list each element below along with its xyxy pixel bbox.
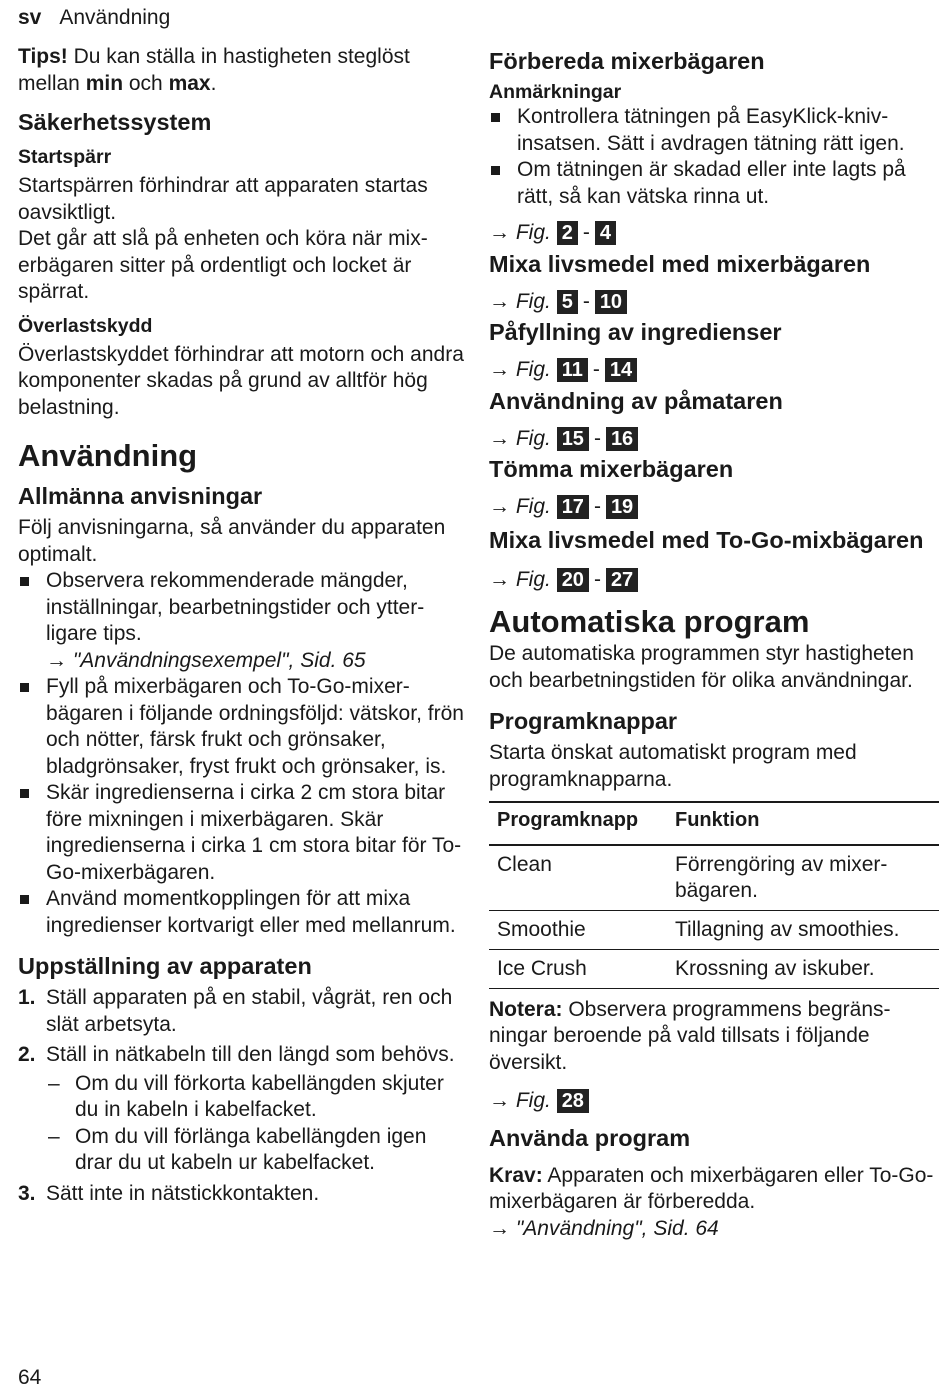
table-row xyxy=(489,910,939,949)
note-text: Observera programmens begränsningar beroende på vald tillsats i följande översikt. xyxy=(489,997,891,1074)
tips-max: max xyxy=(168,71,211,95)
table-header: Programknapp xyxy=(489,802,667,845)
table-cell: Ice Crush xyxy=(489,949,667,988)
step-item xyxy=(18,1042,468,1177)
fig-label: → Fig. xyxy=(489,1089,551,1112)
safety-heading: Säkerhetssystem xyxy=(18,109,212,135)
auto-text: De automatiska programmen styr hastigheten och bearbetningstiden för olika användningar. xyxy=(489,642,914,692)
substep-list xyxy=(46,1071,468,1177)
requirement-label: Krav: xyxy=(489,1163,543,1187)
figure-reference xyxy=(489,357,939,384)
right-column xyxy=(489,44,939,1242)
fig-badge: 14 xyxy=(605,358,637,382)
fig-badge: 4 xyxy=(595,221,616,245)
figure-reference xyxy=(489,1088,939,1115)
table-row xyxy=(489,845,939,911)
step-item xyxy=(18,1181,468,1208)
fig-label: → Fig. xyxy=(489,567,551,591)
setup-heading: Uppställning av apparaten xyxy=(18,953,312,979)
fig-label: → Fig. xyxy=(489,289,551,313)
left-column xyxy=(18,44,468,1211)
figure-reference xyxy=(489,289,939,316)
table-cell: Clean xyxy=(489,845,667,911)
page-number: 64 xyxy=(18,1366,42,1389)
program-table xyxy=(489,801,939,989)
setup-steps xyxy=(18,985,468,1207)
step-text: Ställ apparaten på en stabil, vågrät, ren och slät arbetsyta. xyxy=(46,986,453,1036)
step-text: Sätt inte in nätstickkontakten. xyxy=(46,1181,320,1205)
general-heading: Allmänna anvisningar xyxy=(18,483,263,509)
tips-text: och xyxy=(123,71,169,95)
togo-heading: Mixa livsmedel med To-Go-mixbägaren xyxy=(489,526,924,553)
list-item: Använd momentkopplingen för att mixa ingredienser kortvarigt eller med mellanrum. xyxy=(18,886,468,939)
fig-label: → Fig. xyxy=(489,426,551,450)
startlock-text: Startspärren förhindrar att apparaten startas oavsiktligt. xyxy=(18,174,428,224)
fig-label: → Fig. xyxy=(489,495,551,518)
cross-reference: → "Användningsexempel", Sid. 65 xyxy=(46,648,366,672)
fig-label: → Fig. xyxy=(489,358,551,381)
fig-label: → Fig. xyxy=(489,221,551,244)
fig-badge: 5 xyxy=(557,290,578,314)
mix-heading: Mixa livsmedel med mixerbägaren xyxy=(489,250,871,277)
step-number: 2. xyxy=(18,1043,36,1066)
tips-text: Du kan ställa in hastigheten steglöst mellan xyxy=(18,45,410,95)
buttons-text: Starta önskat automatiskt program med programknapparna. xyxy=(489,741,857,791)
startlock-text: Det går att slå på enheten och köra när mixerbägaren sitter på ordentligt och locket är spärrat. xyxy=(18,227,428,303)
figure-reference xyxy=(489,220,939,247)
section-title: Användning xyxy=(59,6,171,29)
fig-separator: - xyxy=(582,289,590,313)
notes-list xyxy=(489,104,939,210)
cross-reference: → "Användning", Sid. 64 xyxy=(489,1216,719,1240)
requirement-paragraph xyxy=(489,1163,939,1216)
page-header xyxy=(18,6,170,30)
fig-separator: - xyxy=(593,426,601,450)
list-item-text: Observera rekommenderade mängder, inställningar, bearbetningstider och ytterligare tips. xyxy=(46,569,425,645)
list-item: Kontrollera tätningen på EasyKlick-knivinsatsen. Sätt i avdragen tätning rätt igen. xyxy=(489,104,939,157)
note-paragraph xyxy=(489,997,939,1077)
list-item: Om tätningen är skadad eller inte lagts på rätt, så kan vätska rinna ut. xyxy=(489,157,939,210)
fig-badge: 28 xyxy=(557,1089,589,1113)
fig-badge: 11 xyxy=(557,358,588,382)
language-code: sv xyxy=(18,6,42,29)
list-item: Skär ingredienserna i cirka 2 cm stora bitar före mixningen i mixerbägaren. Skär ingredienserna i cirka 1 cm stora bitar för To-Go-mixerbägaren. xyxy=(18,780,468,886)
figure-reference xyxy=(489,567,939,594)
fig-badge: 2 xyxy=(557,221,578,245)
tips-paragraph xyxy=(18,44,468,97)
fig-separator: - xyxy=(593,495,601,518)
step-text: Ställ in nätkabeln till den längd som behövs. xyxy=(46,1043,455,1066)
fig-badge: 17 xyxy=(557,495,589,519)
useprog-heading: Använda program xyxy=(489,1124,691,1151)
prepare-heading: Förbereda mixerbägaren xyxy=(489,48,765,74)
fig-badge: 20 xyxy=(557,568,589,592)
table-cell: Krossning av iskuber. xyxy=(667,949,939,988)
figure-reference xyxy=(489,426,939,453)
step-number: 3. xyxy=(18,1181,36,1205)
figure-reference xyxy=(489,494,939,521)
list-item: Fyll på mixerbägaren och To-Go-mixerbägaren i följande ordningsföljd: vätskor, frön och nötter, färsk frukt och grönsaker, bladgrönsaker, fryst frukt och grönsaker, is. xyxy=(18,674,468,780)
tamper-heading: Användning av påmataren xyxy=(489,387,783,414)
step-number: 1. xyxy=(18,986,36,1009)
buttons-heading: Programknappar xyxy=(489,708,678,734)
requirement-text: Apparaten och mixerbägaren eller To-Go-mixerbägaren är förberedda. xyxy=(489,1163,934,1213)
table-row xyxy=(489,949,939,988)
table-cell: Smoothie xyxy=(489,910,667,949)
fig-badge: 16 xyxy=(606,427,638,451)
step-item xyxy=(18,985,468,1038)
notes-heading: Anmärkningar xyxy=(489,81,622,103)
substep-item: – Om du vill förkorta kabellängden skjuter du in kabeln i kabelfacket. xyxy=(46,1071,468,1124)
table-cell: Tillagning av smoothies. xyxy=(667,910,939,949)
fig-separator: - xyxy=(593,567,601,591)
table-cell: Förrengöring av mixerbägaren. xyxy=(667,845,939,911)
fig-badge: 10 xyxy=(595,290,627,314)
table-header-row xyxy=(489,802,939,845)
note-label: Notera: xyxy=(489,997,563,1021)
usage-heading: Användning xyxy=(18,438,198,473)
table-header: Funktion xyxy=(667,802,939,845)
fig-separator: - xyxy=(582,221,590,244)
general-list xyxy=(18,568,468,939)
auto-heading: Automatiska program xyxy=(489,604,810,639)
list-item xyxy=(18,568,468,674)
fig-badge: 27 xyxy=(606,568,638,592)
startlock-heading: Startspärr xyxy=(18,146,112,168)
empty-heading: Tömma mixerbägaren xyxy=(489,456,734,482)
overload-text: Överlastskyddet förhindrar att motorn och andra komponenter skadas på grund av alltför hög belastning. xyxy=(18,342,464,419)
fig-badge: 19 xyxy=(606,495,638,519)
fig-separator: - xyxy=(592,358,600,381)
tips-label: Tips! xyxy=(18,45,68,68)
fig-badge: 15 xyxy=(557,427,589,451)
general-intro: Följ anvisningarna, så använder du apparaten optimalt. xyxy=(18,516,446,566)
tips-text: . xyxy=(210,71,217,95)
overload-heading: Överlastskydd xyxy=(18,314,153,337)
tips-min: min xyxy=(85,71,124,95)
substep-item: – Om du vill förlänga kabellängden igen drar du ut kabeln ur kabelfacket. xyxy=(46,1124,468,1177)
fill-heading: Påfyllning av ingredienser xyxy=(489,319,782,345)
